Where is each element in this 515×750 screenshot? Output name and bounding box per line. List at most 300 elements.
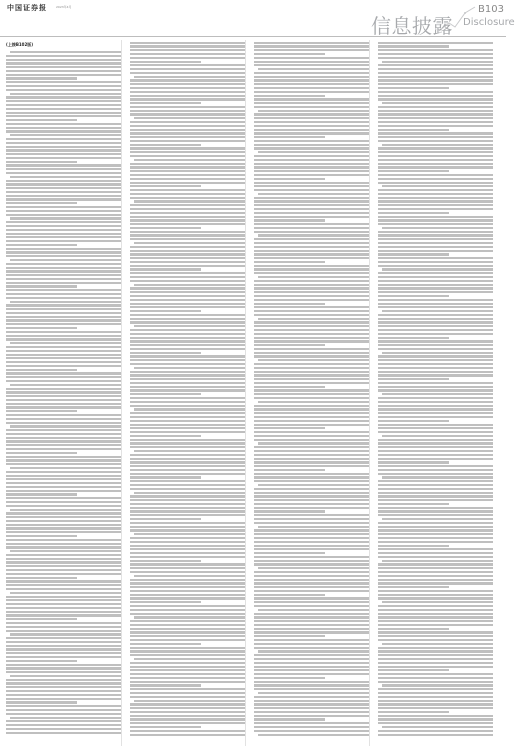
text-line (6, 577, 77, 579)
text-line (378, 386, 493, 388)
text-line (254, 605, 369, 607)
text-line (130, 329, 245, 331)
text-line (378, 628, 449, 630)
text-line (382, 684, 493, 686)
text-line (254, 250, 369, 252)
text-line (382, 726, 493, 728)
text-line (6, 588, 121, 590)
text-line (378, 348, 493, 350)
text-line (378, 647, 493, 649)
text-line (378, 431, 493, 433)
text-line (378, 590, 493, 592)
text-line (378, 374, 493, 376)
text-line (130, 212, 245, 214)
text-line (254, 95, 325, 97)
text-line (254, 431, 369, 433)
text-line (254, 204, 369, 206)
text-line (254, 363, 369, 365)
text-line (130, 333, 245, 335)
text-line (258, 234, 369, 236)
text-line (378, 514, 493, 516)
text-line (378, 718, 493, 720)
text-line (382, 352, 493, 354)
text-line (130, 272, 245, 274)
text-line (254, 106, 369, 108)
text-line (130, 631, 245, 633)
text-line (254, 420, 369, 422)
text-line (6, 70, 121, 72)
text-line (130, 613, 245, 615)
text-line (130, 510, 245, 512)
text-line (254, 261, 325, 263)
text-line (6, 89, 121, 91)
text-line (254, 639, 369, 641)
text-line (130, 42, 245, 44)
text-line (130, 473, 245, 475)
text-line (130, 499, 245, 501)
text-line (378, 692, 493, 694)
text-line (6, 335, 121, 337)
text-line (254, 465, 369, 467)
text-line (130, 144, 201, 146)
text-line (254, 242, 369, 244)
text-line (130, 189, 245, 191)
text-line (378, 412, 493, 414)
text-line (134, 408, 245, 410)
text-line (134, 284, 245, 286)
text-line (378, 605, 493, 607)
text-line (130, 246, 245, 248)
text-line (6, 357, 121, 359)
text-line (378, 261, 493, 263)
text-line (130, 469, 245, 471)
text-line (254, 446, 369, 448)
text-line (6, 376, 121, 378)
text-line (378, 541, 493, 543)
text-line (382, 227, 493, 229)
text-line (254, 306, 369, 308)
text-line (6, 448, 121, 450)
text-line (254, 132, 369, 134)
text-line (130, 136, 245, 138)
text-line (10, 51, 121, 53)
text-line (6, 648, 121, 650)
text-line (130, 151, 245, 153)
text-line (378, 597, 493, 599)
text-line (254, 518, 369, 520)
text-line (134, 492, 245, 494)
text-line (378, 242, 493, 244)
text-line (134, 117, 245, 119)
text-line (254, 382, 369, 384)
text-line (382, 61, 493, 63)
text-line (254, 488, 369, 490)
text-line (6, 233, 121, 235)
text-line (378, 461, 449, 463)
text-line (130, 552, 245, 554)
text-line (378, 378, 449, 380)
text-line (254, 458, 369, 460)
text-line (378, 147, 493, 149)
text-line (130, 193, 245, 195)
text-line (6, 146, 121, 148)
text-line (254, 272, 369, 274)
text-line (254, 72, 369, 74)
text-line (6, 81, 121, 83)
text-line (254, 140, 369, 142)
text-line (130, 643, 201, 645)
text-line (6, 656, 121, 658)
text-line (6, 584, 121, 586)
text-column-4 (378, 40, 493, 746)
text-line (6, 478, 121, 480)
text-line (378, 594, 493, 596)
text-line (130, 53, 245, 55)
text-line (130, 359, 245, 361)
text-line (130, 276, 245, 278)
text-line (130, 563, 245, 565)
text-line (378, 204, 493, 206)
text-line (378, 567, 493, 569)
text-line (6, 482, 121, 484)
text-line (130, 49, 245, 51)
text-line (378, 140, 493, 142)
text-line (254, 310, 369, 312)
text-line (378, 529, 493, 531)
text-line (130, 91, 245, 93)
text-line (378, 677, 493, 679)
text-line (130, 707, 245, 709)
text-column-3 (254, 40, 370, 746)
text-line (254, 492, 369, 494)
text-line (130, 303, 245, 305)
text-line (130, 427, 245, 429)
text-line (254, 64, 369, 66)
text-line (6, 255, 121, 257)
text-line (6, 115, 121, 117)
text-line (6, 728, 121, 730)
text-line (254, 98, 369, 100)
text-line (378, 151, 493, 153)
text-line (382, 518, 493, 520)
text-line (6, 274, 121, 276)
text-line (378, 280, 493, 282)
text-line (254, 495, 369, 497)
text-line (254, 556, 369, 558)
text-line (134, 76, 245, 78)
text-line (130, 420, 245, 422)
text-line (6, 244, 77, 246)
text-line (130, 609, 245, 611)
text-line (378, 340, 493, 342)
text-line (134, 700, 245, 702)
text-line (6, 459, 121, 461)
text-line (130, 586, 245, 588)
text-line (254, 166, 369, 168)
text-line (10, 467, 121, 469)
text-line (378, 155, 493, 157)
text-line (6, 267, 121, 269)
text-line (6, 323, 121, 325)
text-line (130, 113, 245, 115)
text-line (6, 422, 121, 424)
text-line (254, 476, 369, 478)
text-line (378, 575, 493, 577)
text-line (6, 558, 121, 560)
text-line (378, 722, 493, 724)
text-line (254, 677, 325, 679)
text-line (378, 231, 493, 233)
text-line (6, 123, 121, 125)
text-line (378, 125, 493, 127)
text-line (6, 603, 121, 605)
text-line (6, 641, 121, 643)
text-line (130, 711, 245, 713)
text-line (130, 442, 245, 444)
text-line (6, 520, 121, 522)
text-line (254, 416, 369, 418)
text-line (254, 299, 369, 301)
text-line (130, 227, 201, 229)
text-line (6, 149, 121, 151)
text-line (6, 77, 77, 79)
text-line (130, 594, 245, 596)
text-line (254, 303, 325, 305)
text-line (6, 471, 121, 473)
text-column-2 (130, 40, 246, 746)
text-line (254, 253, 369, 255)
text-line (254, 197, 369, 199)
text-line (378, 57, 493, 59)
text-line (378, 658, 493, 660)
text-line (378, 257, 493, 259)
text-line (254, 654, 369, 656)
text-line (254, 238, 369, 240)
text-line (378, 197, 493, 199)
text-line (378, 484, 493, 486)
text-line (10, 301, 121, 303)
text-line (130, 624, 245, 626)
text-line (254, 314, 369, 316)
text-line (254, 367, 369, 369)
text-line (254, 424, 369, 426)
text-line (130, 280, 245, 282)
text-line (378, 439, 493, 441)
text-line (10, 134, 121, 136)
text-line (378, 424, 493, 426)
text-line (378, 121, 493, 123)
text-line (130, 174, 245, 176)
text-line (378, 503, 449, 505)
text-line (6, 236, 121, 238)
text-line (130, 344, 245, 346)
text-line (378, 42, 493, 44)
text-line (6, 96, 121, 98)
text-line (254, 333, 369, 335)
section-title: 信息披露 (371, 14, 453, 38)
text-column-1 (6, 40, 122, 746)
text-line (6, 516, 121, 518)
text-line (6, 263, 121, 265)
text-line (6, 206, 121, 208)
text-line (6, 497, 121, 499)
text-line (258, 567, 369, 569)
text-line (130, 102, 201, 104)
text-line (254, 397, 369, 399)
text-line (254, 79, 369, 81)
text-line (6, 270, 121, 272)
text-line (6, 327, 77, 329)
text-line (130, 234, 245, 236)
text-line (254, 231, 369, 233)
text-line (6, 187, 121, 189)
text-line (6, 660, 77, 662)
text-line (130, 374, 245, 376)
text-line (6, 214, 121, 216)
text-line (378, 64, 493, 66)
text-line (10, 93, 121, 95)
text-line (130, 647, 245, 649)
text-line (378, 129, 449, 131)
text-line (254, 155, 369, 157)
text-line (130, 571, 245, 573)
text-line (254, 439, 369, 441)
text-line (254, 616, 369, 618)
text-line (6, 732, 121, 734)
text-line (258, 401, 369, 403)
text-line (254, 715, 369, 717)
text-line (254, 575, 369, 577)
text-line (6, 539, 121, 541)
text-line (130, 238, 245, 240)
text-line (130, 219, 245, 221)
text-line (254, 480, 369, 482)
text-line (378, 688, 493, 690)
text-line (382, 102, 493, 104)
text-line (6, 410, 77, 412)
text-line (378, 45, 449, 47)
text-line (378, 711, 449, 713)
text-line (254, 730, 369, 732)
text-line (378, 616, 493, 618)
text-line (378, 219, 493, 221)
text-line (130, 458, 245, 460)
text-line (130, 579, 245, 581)
text-line (378, 193, 493, 195)
text-line (6, 130, 121, 132)
text-line (134, 200, 245, 202)
text-line (6, 380, 121, 382)
text-line (254, 257, 369, 259)
text-line (134, 533, 245, 535)
text-line (254, 601, 369, 603)
text-line (378, 654, 493, 656)
text-line (254, 113, 369, 115)
text-line (254, 503, 369, 505)
text-line (254, 182, 369, 184)
text-line (6, 414, 121, 416)
text-line (254, 348, 369, 350)
text-line (130, 204, 245, 206)
text-line (6, 690, 121, 692)
text-line (6, 308, 121, 310)
text-line (378, 223, 493, 225)
text-line (130, 529, 245, 531)
text-line (6, 138, 121, 140)
text-line (378, 306, 493, 308)
text-line (6, 573, 121, 575)
text-line (6, 452, 77, 454)
text-line (378, 355, 493, 357)
text-line (130, 590, 245, 592)
text-line (378, 212, 449, 214)
text-line (130, 268, 201, 270)
text-line (130, 401, 245, 403)
text-line (378, 49, 493, 51)
text-line (6, 157, 121, 159)
text-line (254, 499, 369, 501)
text-line (130, 129, 245, 131)
text-line (254, 216, 369, 218)
text-line (378, 582, 493, 584)
text-line (254, 374, 369, 376)
text-line (130, 337, 245, 339)
text-line (378, 548, 493, 550)
text-line (6, 391, 121, 393)
text-line (254, 726, 369, 728)
text-line (378, 295, 449, 297)
text-line (6, 62, 121, 64)
text-line (254, 533, 369, 535)
text-line (378, 556, 493, 558)
text-line (130, 681, 245, 683)
text-line (6, 705, 121, 707)
masthead (0, 0, 515, 38)
text-line (6, 100, 121, 102)
page-number: B103 (478, 4, 504, 15)
text-line (6, 285, 77, 287)
text-line (382, 310, 493, 312)
text-line (130, 287, 245, 289)
text-line (378, 586, 449, 588)
text-line (130, 488, 245, 490)
text-line (254, 586, 369, 588)
text-line (130, 45, 245, 47)
text-line (130, 439, 245, 441)
text-line (254, 529, 369, 531)
text-line (254, 144, 369, 146)
text-line (254, 76, 369, 78)
text-line (6, 512, 121, 514)
text-line (130, 121, 245, 123)
text-line (254, 389, 369, 391)
text-line (254, 461, 369, 463)
text-line (378, 234, 493, 236)
text-line (6, 312, 121, 314)
text-line (382, 393, 493, 395)
text-line (378, 465, 493, 467)
text-line (6, 372, 121, 374)
text-line (130, 355, 245, 357)
text-line (130, 662, 245, 664)
text-line (254, 325, 369, 327)
text-line (130, 389, 245, 391)
text-line (130, 507, 245, 509)
text-line (6, 701, 77, 703)
text-line (130, 106, 245, 108)
text-line (10, 176, 121, 178)
text-line (130, 522, 245, 524)
